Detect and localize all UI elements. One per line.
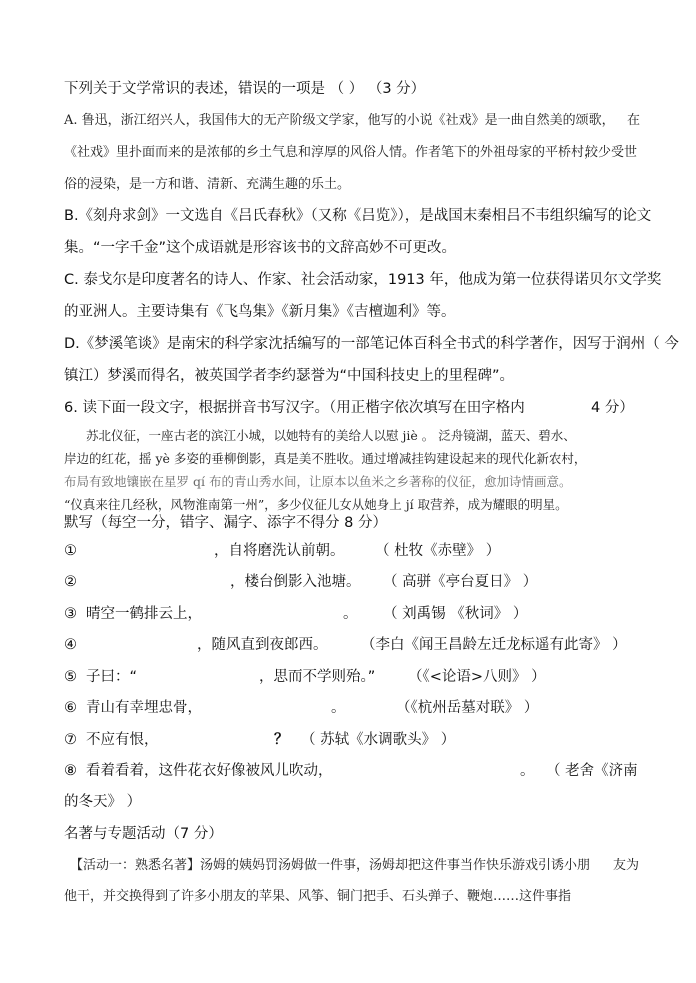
q5-option-b-line2: 集。“一字千金”这个成语就是形容该书的文辞高妙不可更改。 [64, 240, 457, 256]
q7-item-4 [64, 635, 627, 655]
q8-activity-line1-tail: 友为 [613, 858, 640, 873]
q6-score: 4 分） [591, 400, 634, 416]
item-number: ⑤ [64, 669, 77, 685]
q7-item-7 [64, 730, 456, 750]
q6-passage-line1: 苏北仪征，一座古老的滨江小城，以她特有的美给人以慰 jiè 。 泛舟镜湖，蓝天、碧水、 [86, 428, 576, 443]
q6-passage-line2: 岸边的红花，摇 yè 多姿的垂柳倒影，真是美不胜收。通过增减挂钩建设起来的现代化新农村， [64, 451, 587, 466]
item-text: ，楼台倒影入池塘。 [230, 574, 361, 590]
q5-stem: 下列关于文学常识的表述，错误的一项是 （ ） （3 分） [64, 81, 426, 97]
item-number: ⑧ [64, 763, 77, 779]
item-source: （ 高骈《亭台夏日》 ） [383, 574, 538, 590]
q7-item-2 [64, 572, 538, 592]
q7-item-3 [64, 604, 528, 624]
q7-item-5 [64, 667, 546, 687]
item-text-mid: ，思而不学则殆。” [259, 669, 376, 685]
item-number: ③ [64, 606, 77, 622]
item-text: 不应有恨， [86, 732, 159, 748]
item-end: 。 [520, 763, 535, 779]
item-number: ⑥ [64, 700, 77, 716]
q8-activity-line2: 他干，并交换得到了许多小朋友的苹果、风筝、铜门把手、石头弹子、鞭炮……这件事指 [64, 889, 572, 904]
q5-option-c-line2: 的亚洲人。主要诗集有《飞鸟集》《新月集》《吉檀迦利》等。 [64, 304, 456, 320]
q7-item-8 [64, 761, 638, 781]
q5-option-c-line1: C. 泰戈尔是印度著名的诗人、作家、社会活动家，1913 年，他成为第一位获得诺贝尔文学奖 [64, 272, 662, 288]
q7-stem: 默写（每空一分，错字、漏字、添字不得分 8 分） [64, 515, 387, 531]
item-source: （《杭州岳墓对联》 ） [396, 700, 539, 716]
q6-stem: 6. 读下面一段文字，根据拼音书写汉字。（用正楷字依次填写在田字格内 4 分） [64, 400, 634, 416]
q7-item-8-continuation: 的冬天》 ） [64, 794, 142, 810]
item-number: ⑦ [64, 732, 77, 748]
q6-passage-line3: 布局有致地镶嵌在星罗 qí 布的青山秀水间，让原本以鱼米之乡著称的仪征，愈加诗情画意。 [64, 474, 572, 489]
q8-stem: 名著与专题活动（7 分） [64, 826, 223, 842]
q5-option-a-line2-tail: 较少受世 [585, 145, 638, 160]
item-text: 看着看着，这件花衣好像被风儿吹动， [86, 763, 333, 779]
q5-option-d-line1: D.《梦溪笔谈》是南宋的科学家沈括编写的一部笔记体百科全书式的科学著作，因写于润州（ 今 [64, 336, 679, 352]
item-number: ④ [64, 637, 77, 653]
item-text: ，自将磨洗认前朝。 [214, 543, 345, 559]
item-text: ，随风直到夜郎西。 [197, 637, 328, 653]
item-source: （ 老舍《济南 [546, 763, 638, 779]
q7-item-1 [64, 541, 501, 561]
q7-item-6 [64, 698, 539, 718]
item-source: （ 杜牧《赤壁》 ） [375, 543, 501, 559]
item-end: 。 [343, 606, 358, 622]
item-text: 子曰：“ [86, 669, 138, 685]
q5-option-b-line1: B.《刻舟求剑》一文选自《吕氏春秋》（又称《吕览》），是战国末秦相吕不韦组织编写的论文 [64, 208, 652, 224]
q6-passage-line4: “仪真来往几经秋，风物淮南第一州”，多少仪征儿女从她身上 jí 取营养，成为耀眼的明星。 [64, 497, 568, 512]
item-source: （ 刘禹锡 《秋词》 ） [383, 606, 528, 622]
item-end: ？ [274, 732, 289, 748]
item-number: ② [64, 574, 77, 590]
q5-option-a-line2: 《社戏》里扑面而来的是浓郁的乡土气息和淳厚的风俗人情。作者笔下的外祖母家的平桥村， 较少受世 [64, 143, 597, 163]
item-end: 。 [331, 700, 346, 716]
item-text: 晴空一鹤排云上， [86, 606, 202, 622]
item-source: （《<论语>八则》 ） [408, 669, 546, 685]
q5-option-d-line2: 镇江）梦溪而得名，被英国学者李约瑟誉为“中国科技史上的里程碑”。 [64, 368, 515, 384]
q5-option-a-line1: A. 鲁迅，浙江绍兴人，我国伟大的无产阶级文学家，他写的小说《社戏》是一曲自然美的颂歌， 在 [64, 111, 615, 131]
q5-option-a-line3: 俗的浸染，是一方和谐、清新、充满生趣的乐土。 [64, 177, 351, 192]
item-text: 青山有幸埋忠骨， [86, 700, 202, 716]
q8-activity-line1: 【活动一：熟悉名著】汤姆的姨妈罚汤姆做一件事，汤姆却把这件事当作快乐游戏引诱小朋 友为 [70, 856, 590, 876]
item-source: （李白《闻王昌龄左迁龙标遥有此寄》 ） [361, 637, 627, 653]
q5-option-a-line1-tail: 在 [627, 113, 641, 128]
item-source: （ 苏轼《水调歌头》 ） [301, 732, 456, 748]
item-number: ① [64, 543, 77, 559]
